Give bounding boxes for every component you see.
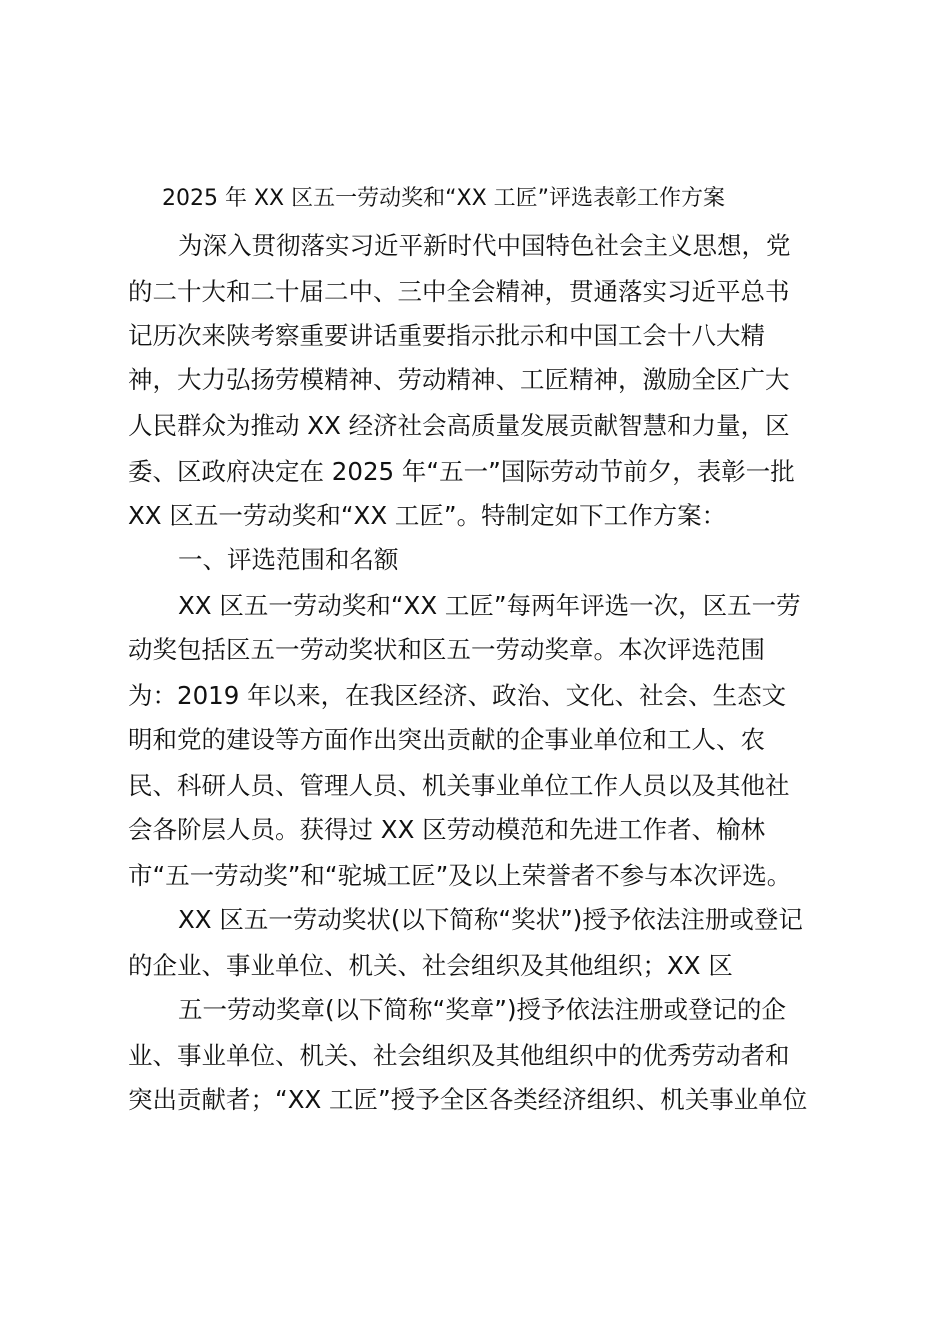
paragraph-line: 五一劳动奖章(以下简称“奖章”)授予依法注册或登记的企 [178, 995, 786, 1024]
paragraph-line: 的二十大和二十届二中、三中全会精神，贯通落实习近平总书 [128, 277, 790, 306]
paragraph-line: 记历次来陕考察重要讲话重要指示批示和中国工会十八大精 [128, 321, 765, 350]
paragraph-line: 业、事业单位、机关、社会组织及其他组织中的优秀劳动者和 [128, 1041, 790, 1070]
paragraph-line: XX 区五一劳动奖和“XX 工匠”每两年评选一次，区五一劳 [178, 591, 801, 620]
paragraph-line: 神，大力弘扬劳模精神、劳动精神、工匠精神，激励全区广大 [128, 365, 790, 394]
paragraph-line: 市“五一劳动奖”和“驼城工匠”及以上荣誉者不参与本次评选。 [128, 861, 792, 890]
paragraph-line: 人民群众为推动 XX 经济社会高质量发展贡献智慧和力量，区 [128, 411, 790, 440]
paragraph-line: 的企业、事业单位、机关、社会组织及其他组织；XX 区 [128, 951, 733, 980]
paragraph-line: 明和党的建设等方面作出突出贡献的企事业单位和工人、农 [128, 725, 765, 754]
paragraph-line: XX 区五一劳动奖和“XX 工匠”。特制定如下工作方案： [128, 501, 727, 530]
paragraph-line: 突出贡献者；“XX 工匠”授予全区各类经济组织、机关事业单位 [128, 1085, 808, 1114]
paragraph-line: 为：2019 年以来，在我区经济、政治、文化、社会、生态文 [128, 681, 787, 710]
paragraph-line: 民、科研人员、管理人员、机关事业单位工作人员以及其他社 [128, 771, 790, 800]
paragraph-line: 委、区政府决定在 2025 年“五一”国际劳动节前夕，表彰一批 [128, 457, 795, 486]
paragraph-line: 为深入贯彻落实习近平新时代中国特色社会主义思想，党 [178, 231, 791, 260]
document-title: 2025 年 XX 区五一劳动奖和“XX 工匠”评选表彰工作方案 [162, 186, 726, 211]
paragraph-line: 动奖包括区五一劳动奖状和区五一劳动奖章。本次评选范围 [128, 635, 765, 664]
paragraph-line: 会各阶层人员。获得过 XX 区劳动模范和先进工作者、榆林 [128, 815, 766, 844]
section-heading: 一、评选范围和名额 [178, 545, 399, 574]
paragraph-line: XX 区五一劳动奖状(以下简称“奖状”)授予依法注册或登记 [178, 905, 803, 934]
